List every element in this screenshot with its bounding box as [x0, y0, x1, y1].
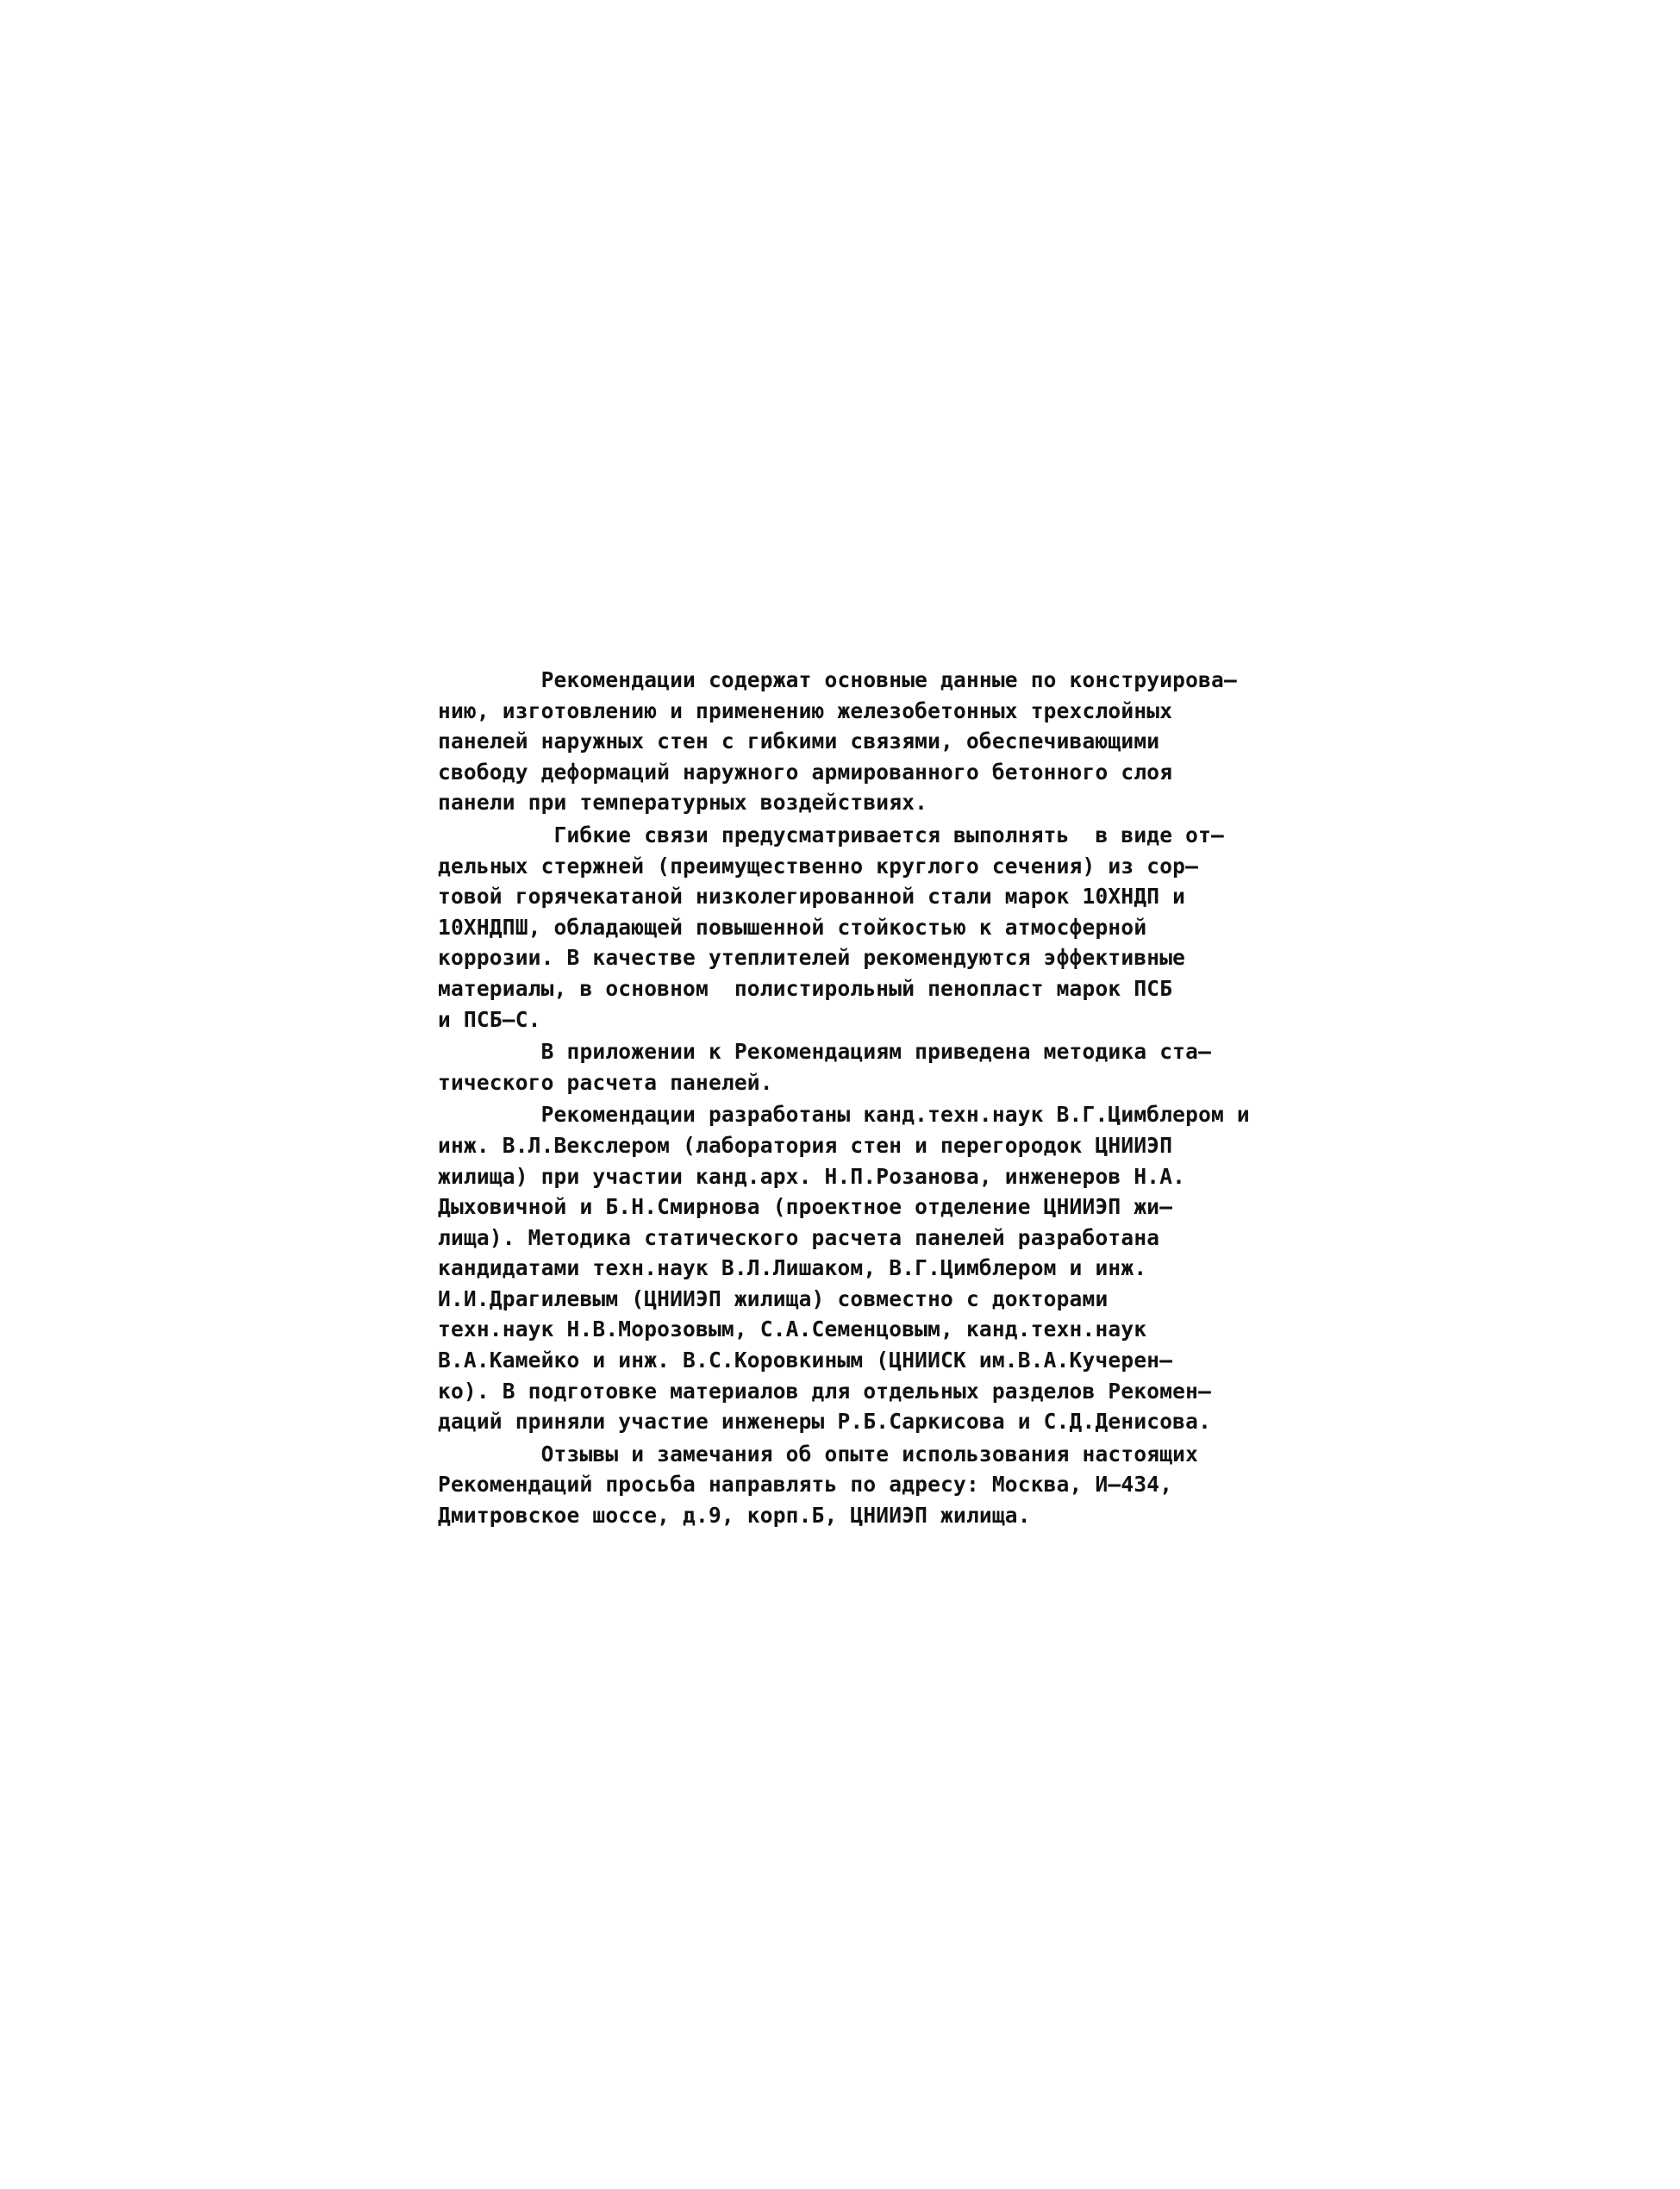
text-line: и ПСБ–С. — [438, 1006, 541, 1032]
text-line: 10ХНДПШ, обладающей повышенной стойкостью к атмосферной — [438, 914, 1147, 940]
paragraph-authors — [438, 1099, 1339, 1437]
text-line: кандидатами техн.наук В.Л.Лишаком, В.Г.Цимблером и инж. — [438, 1255, 1147, 1281]
paragraph-appendix — [438, 1036, 1339, 1098]
text-line: Рекомендации содержат основные данные по конструирова– — [438, 667, 1237, 692]
text-line: коррозии. В качестве утеплителей рекомендуются эффективные — [438, 945, 1186, 971]
text-line: товой горячекатаной низколегированной стали марок 10ХНДП и — [438, 884, 1186, 910]
text-line: материалы, в основном полистирольный пенопласт марок ПСБ — [438, 975, 1173, 1001]
text-line: свободу деформаций наружного армированного бетонного слоя — [438, 759, 1173, 785]
text-line: Дмитровское шоссе, д.9, корп.Б, ЦНИИЭП жилища. — [438, 1503, 1031, 1529]
text-line: Дыховичной и Б.Н.Смирнова (проектное отделение ЦНИИЭП жи– — [438, 1194, 1173, 1220]
paragraph-flexible-ties — [438, 820, 1339, 1035]
text-line: дельных стержней (преимущественно круглого сечения) из сор– — [438, 853, 1199, 879]
text-line: лища). Методика статического расчета панелей разработана — [438, 1224, 1160, 1250]
text-line: даций приняли участие инженеры Р.Б.Саркисова и С.Д.Денисова. — [438, 1409, 1212, 1435]
text-line: Гибкие связи предусматривается выполнять в виде от– — [438, 822, 1224, 847]
text-line: Рекомендаций просьба направлять по адресу: Москва, И–434, — [438, 1472, 1173, 1498]
text-line: тического расчета панелей. — [438, 1069, 773, 1095]
body-text — [438, 665, 1339, 1531]
text-line: техн.наук Н.В.Морозовым, С.А.Семенцовым, канд.техн.наук — [438, 1317, 1147, 1342]
text-line: панели при температурных воздействиях. — [438, 790, 928, 816]
text-line: жилища) при участии канд.арх. Н.П.Розанова, инженеров Н.А. — [438, 1163, 1186, 1189]
text-line: нию, изготовлению и применению железобетонных трехслойных — [438, 697, 1173, 723]
text-line: В.А.Камейко и инж. В.С.Коровкиным (ЦНИИСК им.В.А.Кучерен– — [438, 1348, 1173, 1373]
text-line: Рекомендации разработаны канд.техн.наук В.Г.Цимблером и — [438, 1102, 1250, 1128]
text-line: Отзывы и замечания об опыте использования настоящих — [438, 1441, 1199, 1467]
text-line: И.И.Драгилевым (ЦНИИЭП жилища) совместно с докторами — [438, 1285, 1109, 1311]
text-line: В приложении к Рекомендациям приведена методика ста– — [438, 1039, 1212, 1065]
text-line: панелей наружных стен с гибкими связями, обеспечивающими — [438, 729, 1160, 754]
paragraph-feedback-address — [438, 1439, 1339, 1531]
text-line: инж. В.Л.Векслером (лаборатория стен и перегородок ЦНИИЭП — [438, 1132, 1173, 1158]
text-line: ко). В подготовке материалов для отдельных разделов Рекомен– — [438, 1378, 1212, 1404]
paragraph-summary — [438, 665, 1339, 818]
